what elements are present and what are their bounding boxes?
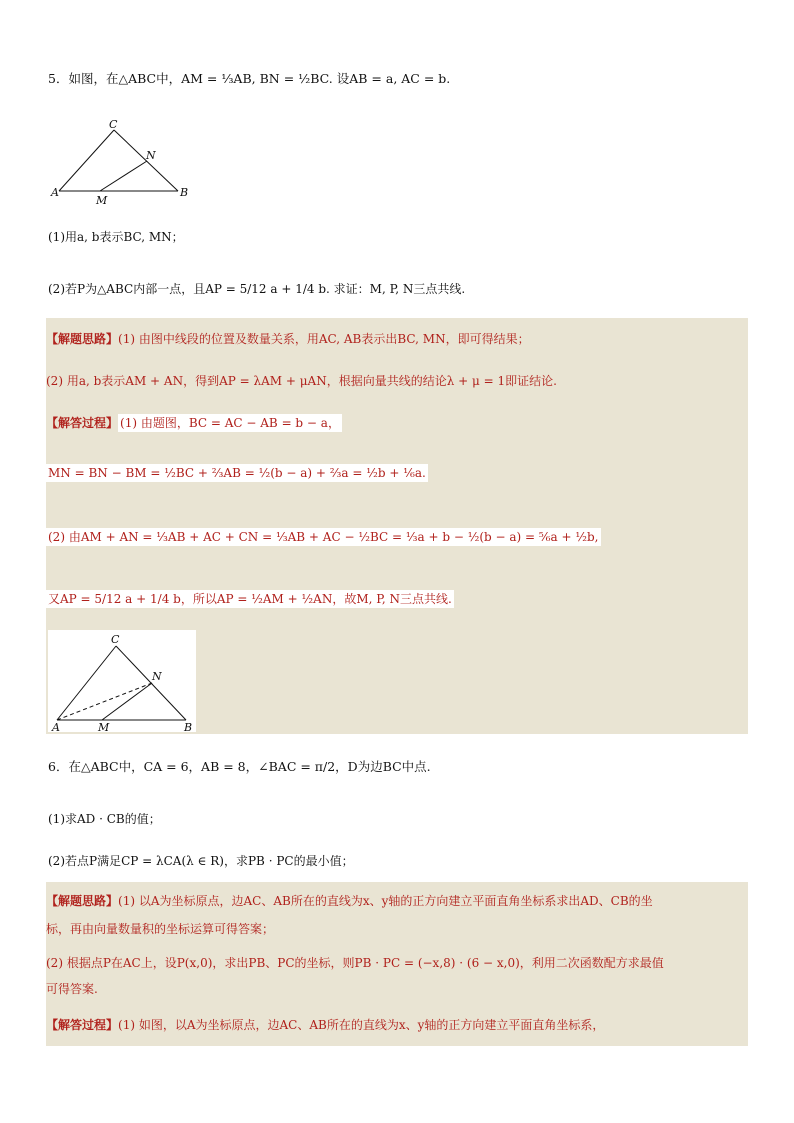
solve6-row-1 xyxy=(46,1016,604,1034)
triangle-figure-1 xyxy=(48,116,198,208)
fig2-label-m: M xyxy=(98,721,110,732)
solve-row-1 xyxy=(46,414,342,432)
think-row-2: (2) 用a, b表示AM + AN，得到AP = λAM + μAN，根据向量共线的结论λ + μ = 1即证结论. xyxy=(46,374,557,388)
solve-text-2: MN = BN − BM = ½BC + ⅔AB = ½(b − a) + ⅔a = ½b + ⅙a. xyxy=(48,466,426,480)
fig2-label-a: A xyxy=(52,721,60,732)
label-c: C xyxy=(109,118,118,131)
solve-row-4 xyxy=(46,590,454,608)
problem-6-stem: 6．在△ABC中，CA = 6，AB = 8，∠BAC = π/2，D为边BC中点. xyxy=(48,759,431,774)
solution-panel-5 xyxy=(46,318,748,734)
solve-row-2 xyxy=(46,464,428,482)
solve-row-3 xyxy=(46,528,601,546)
fig2-label-n: N xyxy=(152,670,162,683)
think-row-1 xyxy=(46,330,530,348)
triangle-figure-2 xyxy=(48,630,196,732)
label-m: M xyxy=(96,194,108,207)
solve6-tag: 【解答过程】 xyxy=(46,1018,119,1032)
fig2-label-b: B xyxy=(184,721,193,732)
solve-text-1: (1) 由题图，BC = AC − AB = b − a， xyxy=(120,416,340,430)
think6-text-1a: (1) 以A为坐标原点，边AC、AB所在的直线为x、y轴的正方向建立平面直角坐标系求出AD、CB的坐 xyxy=(118,894,653,908)
think6-row-1 xyxy=(46,892,653,910)
solve-tag: 【解答过程】 xyxy=(46,416,119,430)
label-n: N xyxy=(146,149,156,162)
label-b: B xyxy=(180,186,189,199)
think6-row-1b: 标，再由向量数量积的坐标运算可得答案； xyxy=(46,922,275,936)
think6-row-2b: 可得答案. xyxy=(46,982,98,996)
solve-text-3: (2) 由AM + AN = ⅓AB + AC + CN = ⅓AB + AC − ½BC = ⅓a + b − ½(b − a) = ⅚a + ½b, xyxy=(48,530,599,544)
think6-tag: 【解题思路】 xyxy=(46,894,119,908)
solve6-text-1: (1) 如图，以A为坐标原点，边AC、AB所在的直线为x、y轴的正方向建立平面直角坐标系， xyxy=(118,1018,605,1032)
think-text-1: (1) 由图中线段的位置及数量关系，用AC, AB表示出BC, MN，即可得结果； xyxy=(118,332,530,346)
problem-6-q1: (1)求AD · CB的值； xyxy=(48,812,161,826)
solution-panel-6 xyxy=(46,882,748,1046)
label-a: A xyxy=(51,186,59,199)
problem-5-q2: (2)若P为△ABC内部一点，且AP = 5/12 a + 1/4 b. 求证：M, P, N三点共线. xyxy=(48,282,466,296)
problem-5-q1: (1)用a, b表示BC, MN； xyxy=(48,230,184,244)
fig2-label-c: C xyxy=(111,633,120,646)
solve-text-4: 又AP = 5/12 a + 1/4 b，所以AP = ½AM + ½AN，故M, P, N三点共线. xyxy=(48,592,452,606)
problem-5-stem: 5．如图，在△ABC中，AM = ⅓AB, BN = ½BC. 设AB = a, AC = b. xyxy=(48,71,451,86)
think6-row-2a: (2) 根据点P在AC上，设P(x,0)，求出PB、PC的坐标，则PB · PC = (−x,8) · (6 − x,0)，利用二次函数配方求最值 xyxy=(46,956,664,970)
figure-box-2 xyxy=(48,630,196,732)
think-tag: 【解题思路】 xyxy=(46,332,119,346)
problem-6-q2: (2)若点P满足CP = λCA(λ ∈ R)，求PB · PC的最小值； xyxy=(48,854,354,868)
